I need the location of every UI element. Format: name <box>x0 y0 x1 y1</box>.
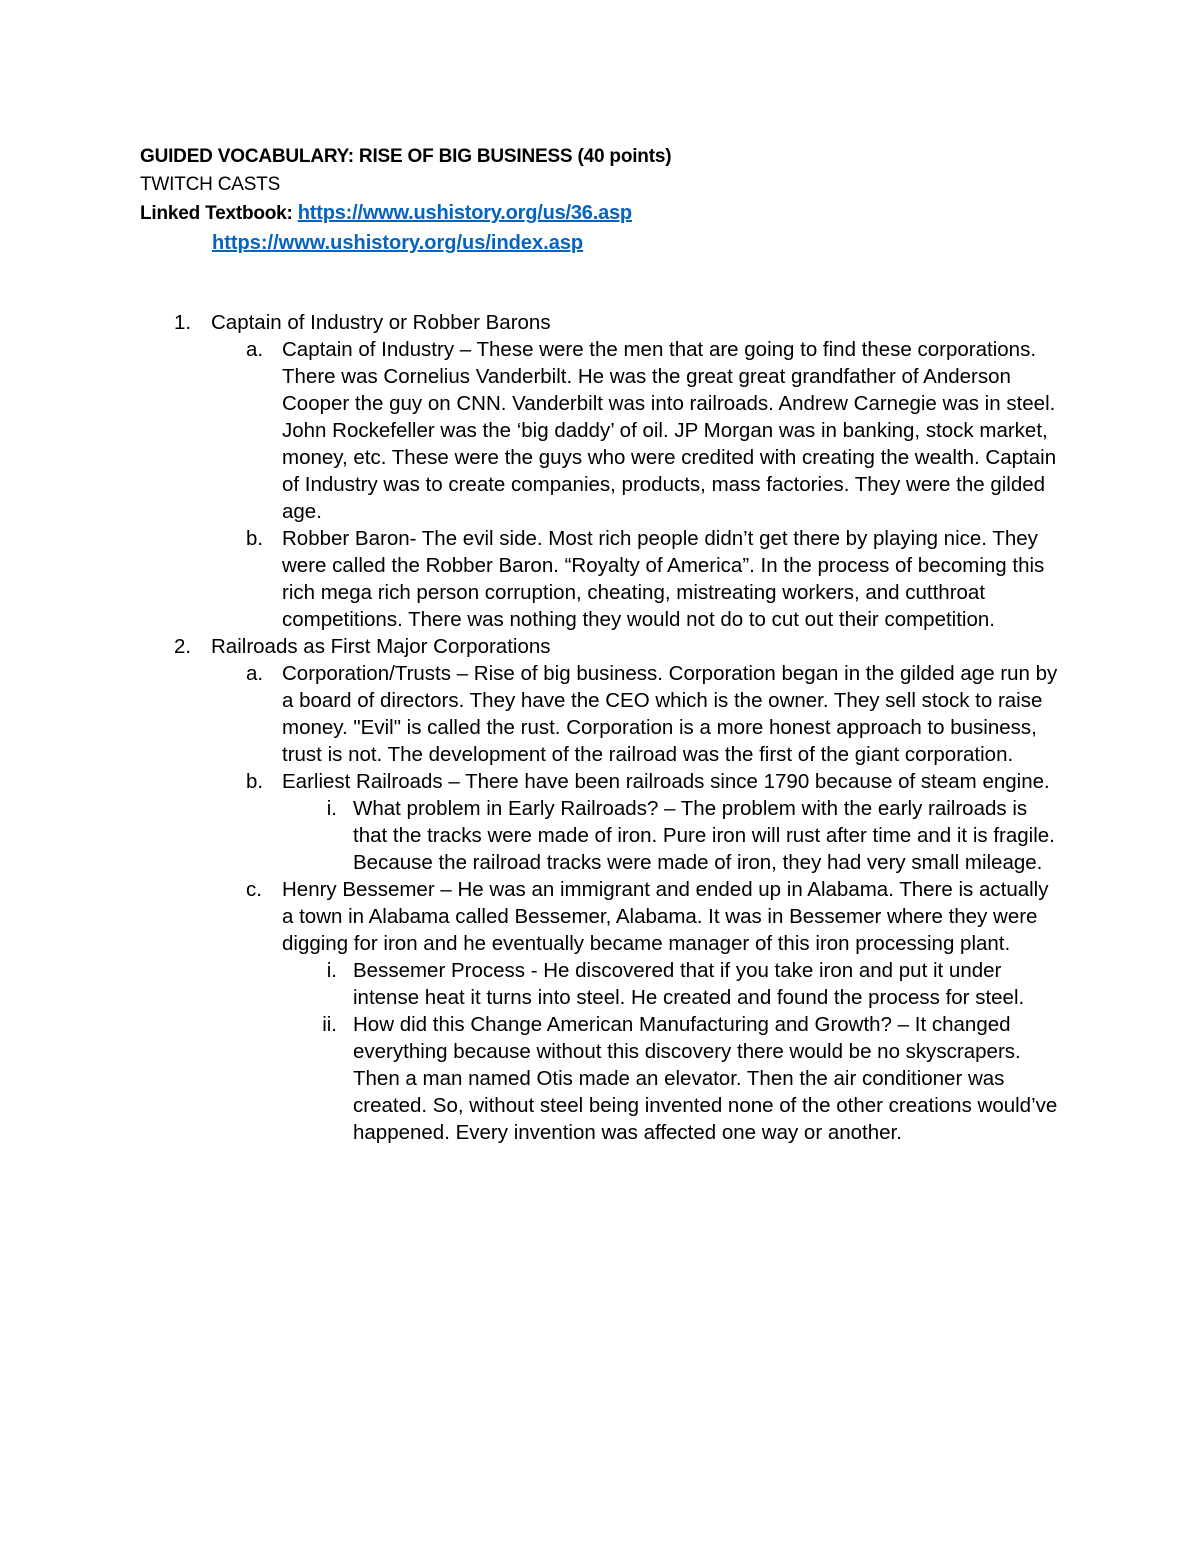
item-marker: a. <box>246 338 264 361</box>
document-subtitle: TWITCH CASTS <box>140 174 281 195</box>
outline-subsubitem <box>0 1011 1063 1146</box>
item-marker: 1. <box>174 311 192 334</box>
outline-subitem <box>0 336 1062 525</box>
textbook-line <box>140 199 671 228</box>
outline-item <box>0 633 1061 660</box>
item-marker: i. <box>326 959 337 982</box>
item-marker: b. <box>246 527 264 550</box>
item-text: Henry Bessemer – He was an immigrant and ended up in Alabama. There is actually a town in Alabama called Bessemer, Alabama. It was in Bessemer where they were digging for iron and he eventually became manager of this iron processing plant. <box>282 878 1049 955</box>
item-text: Captain of Industry – These were the men that are going to find these corporations. There was Cornelius Vanderbilt. He was the great great grandfather of Anderson Cooper the guy on CNN. Vanderbilt was into railroads. Andrew Carnegie was in steel. John Rockefeller was the ‘big daddy’ of oil. JP Morgan was in banking, stock market, money, etc. These were the guys who were credited with creating the wealth. Captain of Industry was to create companies, products, mass factories. They were the gilded age. <box>282 338 1057 523</box>
outline-subitem <box>0 660 1062 768</box>
outline-subitem <box>0 525 1062 633</box>
outline-list <box>0 309 1200 1146</box>
textbook-label: Linked Textbook: <box>140 203 298 224</box>
document-header <box>140 143 671 228</box>
item-marker: a. <box>246 662 264 685</box>
item-marker: 2. <box>174 635 192 658</box>
item-text: Earliest Railroads – There have been railroads since 1790 because of steam engine. <box>282 770 1050 793</box>
textbook-link-2[interactable]: https://www.ushistory.org/us/index.asp <box>212 232 584 254</box>
item-text: Robber Baron- The evil side. Most rich people didn’t get there by playing nice. They were called the Robber Baron. “Royalty of America”. In the process of becoming this rich mega rich person corruption, cheating, mistreating workers, and cutthroat competitions. There was nothing they would not do to cut out their competition. <box>282 527 1045 631</box>
item-marker: i. <box>326 797 337 820</box>
item-marker: b. <box>246 770 264 793</box>
outline-subitem <box>0 768 1062 795</box>
item-text: Bessemer Process - He discovered that if you take iron and put it under intense heat it turns into steel. He created and found the process for steel. <box>353 959 1025 1009</box>
outline-item <box>0 309 1061 336</box>
document-title: GUIDED VOCABULARY: RISE OF BIG BUSINESS (40 points) <box>140 146 672 167</box>
item-marker: ii. <box>322 1013 337 1036</box>
item-text: How did this Change American Manufacturing and Growth? – It changed everything because without this discovery there would be no skyscrapers. Then a man named Otis made an elevator. Then the air conditioner was created. So, without steel being invented none of the other creations would’ve happened. Every invention was affected one way or another. <box>353 1013 1058 1144</box>
textbook-link-1[interactable]: https://www.ushistory.org/us/36.asp <box>297 202 632 224</box>
item-marker: c. <box>246 878 262 901</box>
outline-subitem <box>0 876 1062 957</box>
item-text: Corporation/Trusts – Rise of big business. Corporation began in the gilded age run by a board of directors. They have the CEO which is the owner. They sell stock to raise money. "Evil" is called the rust. Corporation is a more honest approach to business, trust is not. The development of the railroad was the first of the giant corporation. <box>282 662 1058 766</box>
item-text: What problem in Early Railroads? – The problem with the early railroads is that the tracks were made of iron. Pure iron will rust after time and it is fragile. Because the railroad tracks were made of iron, they had very small mileage. <box>353 797 1055 874</box>
item-text: Railroads as First Major Corporations <box>211 635 551 658</box>
outline-subsubitem <box>0 795 1063 876</box>
outline-subsubitem <box>0 957 1063 1011</box>
item-text: Captain of Industry or Robber Barons <box>211 311 551 334</box>
